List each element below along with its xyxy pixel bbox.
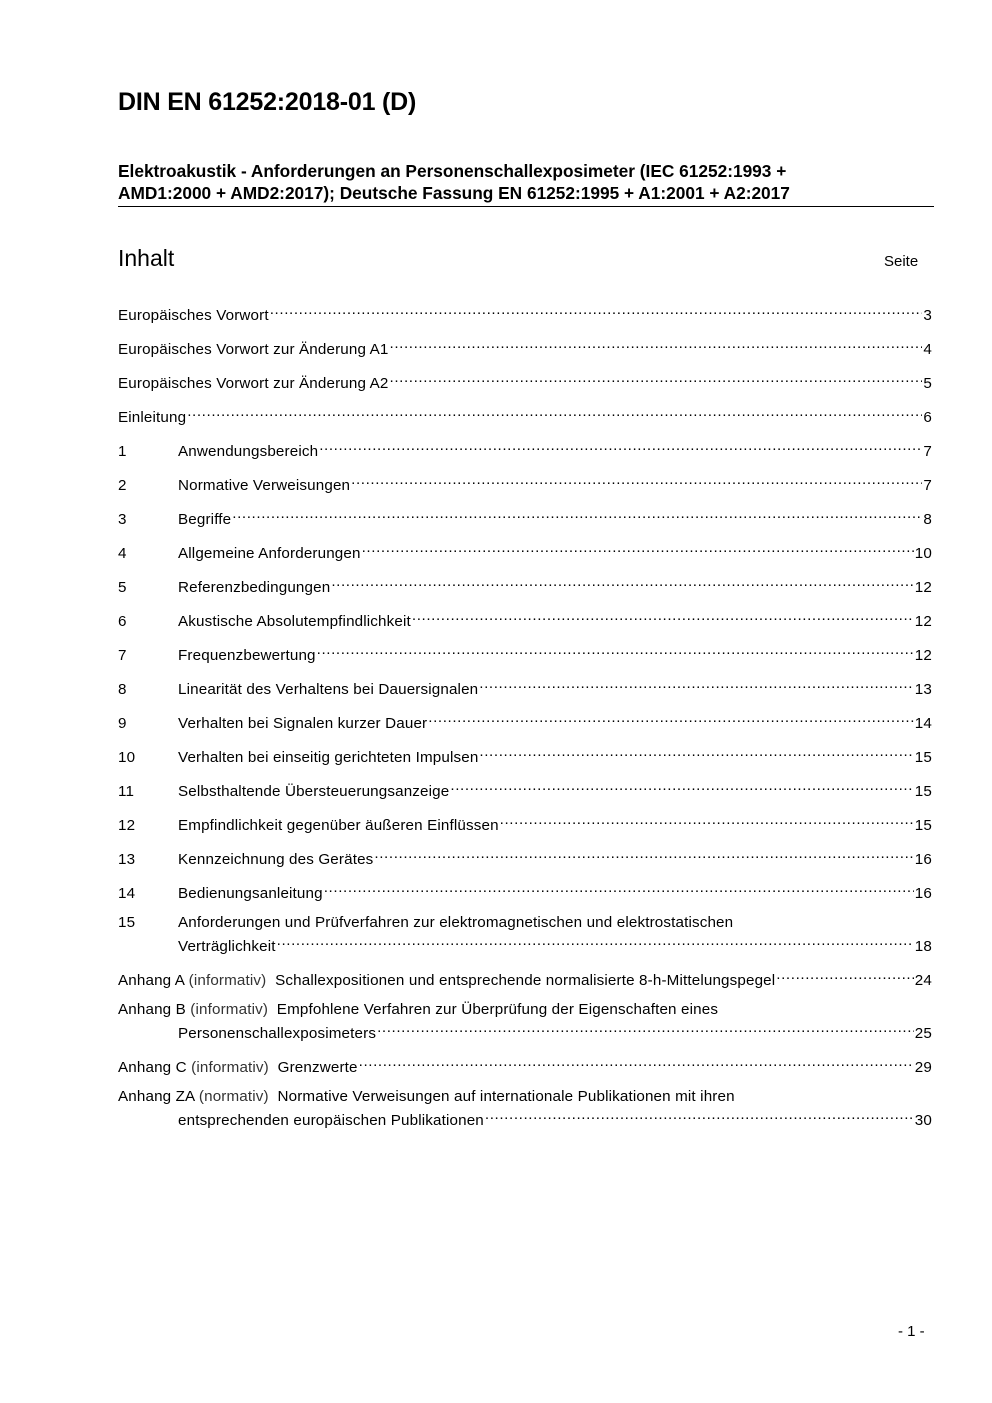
dot-leader [428,709,914,728]
toc-entry-number: 2 [118,477,127,494]
toc-entry-text: Einleitung [118,409,187,426]
toc-entry-page: 29 [914,1059,932,1076]
dot-leader [324,879,914,898]
toc-entry-text: Frequenzbewertung [178,647,316,664]
dot-leader [270,301,923,320]
toc-entry-page: 16 [914,885,932,902]
toc-entry-page: 8 [923,511,932,528]
toc-entry-text: Referenzbedingungen [178,579,331,596]
toc-entry-page: 30 [914,1112,932,1129]
toc-entry-text: Selbsthaltende Übersteuerungsanzeige [178,783,450,800]
dot-leader [351,471,922,490]
toc-entry-annex-b[interactable] [118,1000,932,1043]
toc-entry-number: 9 [118,715,127,732]
dot-leader [362,539,914,558]
toc-entry-page: 12 [914,647,932,664]
dot-leader [331,573,913,592]
toc-entry-section-14[interactable] [118,879,932,903]
toc-entry-text-continued: Verträglichkeit [178,938,276,955]
toc-entry-page: 15 [914,749,932,766]
toc-entry-section-7[interactable] [118,641,932,665]
toc-entry-annex-a[interactable] [118,966,932,990]
toc-entry-number: 15 [118,914,136,931]
toc-entry-section-8[interactable] [118,675,932,699]
dot-leader [776,966,914,985]
dot-leader [319,437,922,456]
toc-entry-section-11[interactable] [118,777,932,801]
toc-entry-number: 7 [118,647,127,664]
toc-entry-page: 10 [914,545,932,562]
dot-leader [317,641,914,660]
toc-entry-section-2[interactable] [118,471,932,495]
dot-leader [479,675,914,694]
dot-leader [390,335,923,354]
toc-entry-page: 5 [923,375,932,392]
toc-entry-number: 11 [118,783,135,800]
annex-label: Anhang ZA [118,1088,195,1105]
toc-entry-page: 12 [914,579,932,596]
annex-label: Anhang C [118,1059,187,1076]
toc-entry-vorwort[interactable] [118,301,932,325]
dot-leader [277,932,914,951]
toc-entry-section-1[interactable] [118,437,932,461]
toc-entry-number: 13 [118,851,136,868]
annex-label: Anhang B [118,1001,186,1018]
toc-entry-number: 8 [118,681,127,698]
toc-entry-vorwort-a1[interactable] [118,335,932,359]
toc-entry-text: Grenzwerte [277,1059,358,1076]
page-column-label: Seite [884,253,919,270]
toc-entry-number: 6 [118,613,127,630]
toc-entry-text: Akustische Absolutempfindlichkeit [178,613,411,630]
toc-entry-page: 14 [914,715,932,732]
dot-leader [412,607,914,626]
toc-entry-page: 16 [914,851,932,868]
toc-entry-number: 14 [118,885,136,902]
toc-entry-section-4[interactable] [118,539,932,563]
toc-entry-number: 10 [118,749,136,766]
dot-leader [232,505,922,524]
toc-entry-text-continued: Personenschallexposimeters [178,1025,377,1042]
toc-entry-page: 4 [923,341,932,358]
document-title: DIN EN 61252:2018-01 (D) [118,88,417,116]
toc-entry-text: Bedienungsanleitung [178,885,323,902]
toc-entry-annex-c[interactable] [118,1053,932,1077]
toc-entry-text: Anforderungen und Prüfverfahren zur elektromagnetischen und elektrostatischen [178,914,734,931]
toc-entry-text: Allgemeine Anforderungen [178,545,361,562]
toc-entry-page: 3 [923,307,932,324]
toc-entry-section-6[interactable] [118,607,932,631]
toc-entry-text: Empfohlene Verfahren zur Überprüfung der Eigenschaften eines [276,1001,719,1018]
dot-leader [450,777,913,796]
toc-entry-text: Schallexpositionen und entsprechende normalisierte 8-h-Mittelungspegel [275,972,776,989]
annex-kind: (informativ) [188,972,267,989]
toc-entry-section-5[interactable] [118,573,932,597]
dot-leader [485,1106,914,1125]
toc-entry-text: Begriffe [178,511,232,528]
toc-entry-section-13[interactable] [118,845,932,869]
toc-entry-text: Linearität des Verhaltens bei Dauersignalen [178,681,479,698]
dot-leader [479,743,913,762]
dot-leader [359,1053,914,1072]
toc-entry-page: 18 [914,938,932,955]
page-number: - 1 - [898,1323,925,1340]
toc-entry-number: 12 [118,817,136,834]
toc-entry-page: 7 [923,443,932,460]
toc-entry-text: Verhalten bei Signalen kurzer Dauer [178,715,428,732]
subtitle-line-2: AMD1:2000 + AMD2:2017); Deutsche Fassung EN 61252:1995 + A1:2001 + A2:2017 [118,183,790,203]
toc-entry-section-10[interactable] [118,743,932,767]
toc-entry-text: Empfindlichkeit gegenüber äußeren Einflüssen [178,817,499,834]
toc-entry-section-9[interactable] [118,709,932,733]
toc-entry-annex-za[interactable] [118,1087,932,1130]
annex-kind: (informativ) [191,1059,269,1076]
dot-leader [187,403,922,422]
toc-entry-text: Europäisches Vorwort [118,307,269,324]
toc-entry-page: 12 [914,613,932,630]
toc-entry-page: 6 [923,409,932,426]
toc-entry-text: Anwendungsbereich [178,443,319,460]
toc-entry-page: 13 [914,681,932,698]
toc-entry-number: 5 [118,579,127,596]
toc-entry-text: Kennzeichnung des Gerätes [178,851,374,868]
toc-entry-page: 15 [914,817,932,834]
toc-entry-page: 15 [914,783,932,800]
toc-entry-number: 4 [118,545,127,562]
toc-entry-number: 1 [118,443,127,460]
toc-entry-section-3[interactable] [118,505,932,529]
toc-entry-page: 25 [914,1025,932,1042]
toc-entry-einleitung[interactable] [118,403,932,427]
toc-entry-text: Europäisches Vorwort zur Änderung A1 [118,341,389,358]
toc-entry-number: 3 [118,511,127,528]
subtitle-line-1: Elektroakustik - Anforderungen an Personenschallexposimeter (IEC 61252:1993 + [118,161,787,181]
toc-entry-section-12[interactable] [118,811,932,835]
annex-kind: (informativ) [190,1001,269,1018]
document-subtitle [118,160,934,207]
toc-heading: Inhalt [118,245,175,271]
dot-leader [374,845,913,864]
toc-entry-vorwort-a2[interactable] [118,369,932,393]
toc-entry-text-continued: entsprechenden europäischen Publikationen [178,1112,484,1129]
toc-entry-text: Europäisches Vorwort zur Änderung A2 [118,375,389,392]
toc-entry-page: 24 [914,972,932,989]
dot-leader [390,369,923,388]
annex-label: Anhang A [118,972,185,989]
toc-entry-section-15[interactable] [118,913,932,956]
toc-entry-text: Verhalten bei einseitig gerichteten Impulsen [178,749,479,766]
toc-entry-text: Normative Verweisungen [178,477,351,494]
table-of-contents [118,301,932,1140]
toc-entry-text: Normative Verweisungen auf internationale Publikationen mit ihren [277,1088,735,1105]
annex-kind: (normativ) [198,1088,269,1105]
dot-leader [377,1019,914,1038]
toc-entry-page: 7 [923,477,932,494]
dot-leader [500,811,914,830]
